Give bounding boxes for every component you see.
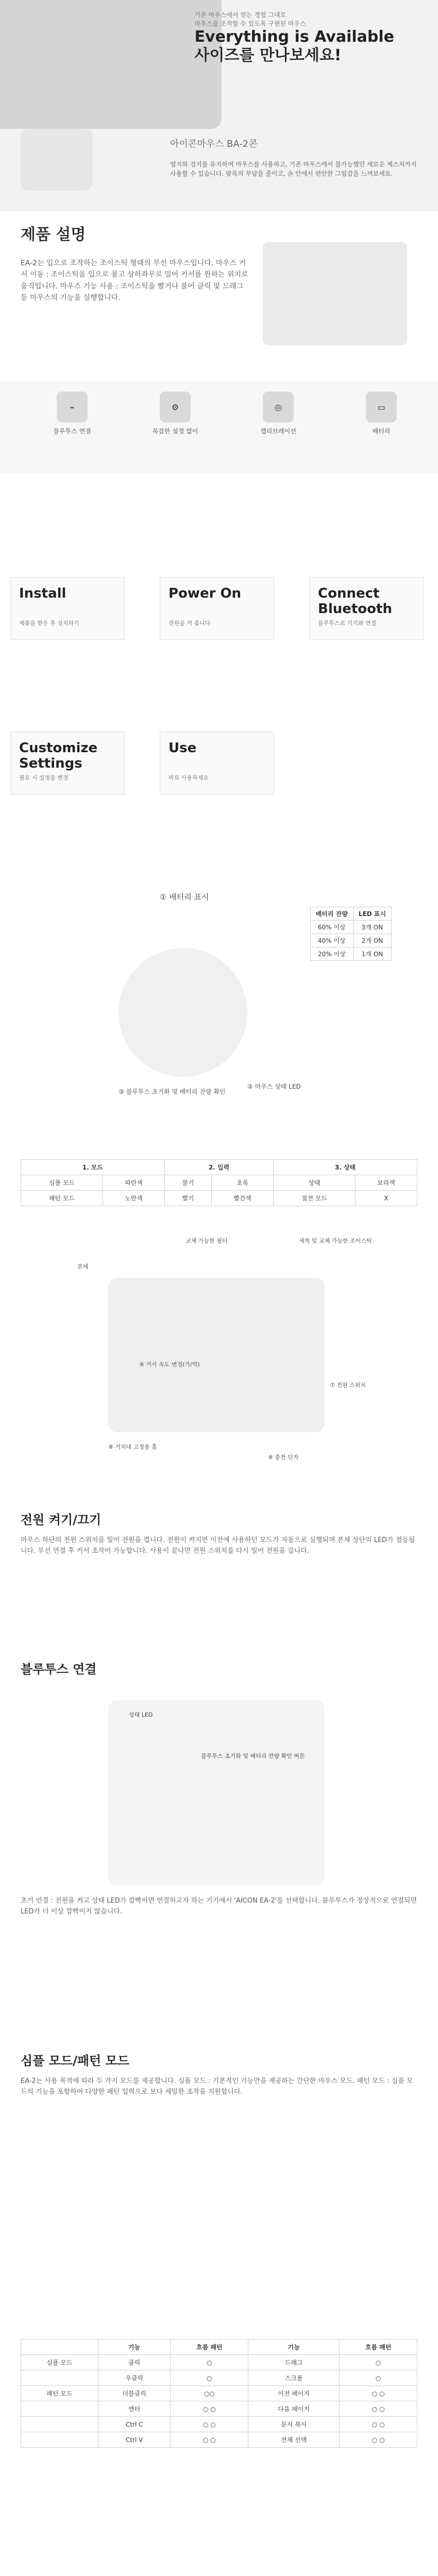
modes-cell: ○ (340, 2370, 417, 2386)
mode-state-table-section (0, 1154, 438, 1231)
modes-cell: ○ ○ (340, 2417, 417, 2432)
mode-state-table (21, 1159, 417, 1206)
modes-cell: 클릭 (98, 2355, 171, 2370)
mode-state-cell: 심플 모드 (21, 1175, 103, 1191)
hero-headline (195, 10, 394, 65)
modes-section (0, 2050, 438, 2566)
setup-card-title: Install (19, 586, 66, 601)
feature-item (15, 392, 129, 453)
setup-card-title: Power On (169, 586, 242, 601)
modes-body: EA-2는 사용 목적에 따라 두 가지 모드를 제공합니다. 심플 모드 : 기본적인 기능만을 제공하는 간단한 마우스 모드. 패턴 모드 : 심플 모드의 기능을 포함하여 다양한 패턴 입력으로 보다 세밀한 조작을 지원합니다. (21, 2077, 413, 2096)
modes-cell: 엔터 (98, 2401, 171, 2417)
modes-cell: ○ ○ (171, 2432, 248, 2448)
battery-legend-2: ② 마우스 상태 LED (247, 1083, 301, 1090)
feature-label: 복잡한 설정 없이 (152, 428, 198, 435)
feature-item (325, 392, 438, 453)
feature-item (119, 392, 232, 453)
wrench-icon: ⚙ (160, 392, 191, 422)
bluetooth-section (0, 1659, 438, 2030)
modes-cell: 우클릭 (98, 2370, 171, 2386)
modes-header: 기능 (98, 2340, 171, 2355)
modes-header (21, 2340, 98, 2355)
mode-state-cell: 보라색 (355, 1175, 417, 1191)
battery-cell: 60% 이상 (310, 921, 353, 934)
setup-card-sub: 전원을 켜 줍니다 (169, 620, 211, 626)
mode-state-header: 1. 모드 (21, 1160, 165, 1175)
battery-icon: ▭ (366, 392, 397, 422)
modes-cell: Ctrl C (98, 2417, 171, 2432)
hero-big-line-1: Everything is Available (194, 28, 394, 46)
feature-item (222, 392, 335, 453)
hero-top-line-2: 마우스를 조작할 수 있도록 구현된 마우스 (194, 20, 306, 27)
setup-card-sub: 바로 사용하세요 (169, 774, 209, 781)
modes-cell: 스크롤 (248, 2370, 340, 2386)
hero-description: 엄지와 검지를 유지하며 마우스를 사용하고, 기존 마우스에서 불가능했던 새로운 제스처까지 사용할 수 있습니다. 팔목의 부담을 줄이고, 손 안에서 편안한 그립감을 느껴보세요. (170, 161, 417, 177)
hero-photo (0, 0, 222, 129)
modes-cell: ○ ○ (340, 2432, 417, 2448)
hero-device-image (21, 129, 93, 191)
feature-label: 캘리브레이션 (260, 428, 296, 435)
modes-cell: ○○ (171, 2386, 248, 2401)
modes-cell: 이전 페이지 (248, 2386, 340, 2401)
setup-card-power (160, 577, 274, 640)
modes-cell (21, 2417, 98, 2432)
setup-card-sub: 블루투스로 기기와 연결 (318, 620, 377, 626)
setup-card-customize (10, 732, 125, 794)
intro-section (0, 211, 438, 366)
power-body: 마우스 하단의 전원 스위치를 밀어 전원을 켭니다. 전원이 켜지면 이전에 사용하던 모드가 자동으로 실행되며 본체 상단의 LED가 점등됩니다. 무선 연결 후 커서 조작이 가능합니다. 사용이 끝나면 전원 스위치를 다시 밀어 전원을 끕니다. (21, 1536, 415, 1555)
parts-tag: ⑦ 전원 스위치 (330, 1382, 366, 1388)
modes-cell: ○ (171, 2355, 248, 2370)
modes-cell: ○ ○ (171, 2401, 248, 2417)
bluetooth-title: 블루투스 연결 (21, 1662, 97, 1676)
setup-card-install (10, 577, 125, 640)
mode-state-cell: 불기 (164, 1175, 211, 1191)
mode-state-cell: 빨간색 (211, 1191, 273, 1206)
bluetooth-label-1: 상태 LED (129, 1711, 153, 1718)
parts-tag: ⑨ 충전 단자 (268, 1454, 299, 1461)
battery-col-level: 배터리 잔량 (310, 907, 353, 921)
modes-cell (21, 2432, 98, 2448)
mode-state-header: 2. 입력 (164, 1160, 273, 1175)
modes-cell: 더블클릭 (98, 2386, 171, 2401)
mode-state-cell: 절전 모드 (274, 1191, 356, 1206)
calibration-icon: ◎ (263, 392, 294, 422)
modes-cell: 전체 선택 (248, 2432, 340, 2448)
modes-cell: ○ ○ (171, 2417, 248, 2432)
parts-diagram (0, 1226, 438, 1494)
mode-state-cell: 상태 (274, 1175, 356, 1191)
modes-cell: ○ ○ (340, 2386, 417, 2401)
setup-steps (0, 577, 438, 835)
modes-cell: 패턴 모드 (21, 2386, 98, 2401)
battery-legend-1: ③ 블루투스 초기화 및 배터리 잔량 확인 (119, 1088, 226, 1095)
modes-cell (21, 2370, 98, 2386)
modes-header: 흐름 패턴 (340, 2340, 417, 2355)
battery-section (0, 886, 438, 1154)
modes-table (21, 2339, 417, 2448)
intro-title: 제품 설명 (21, 226, 86, 244)
feature-label: 블루투스 연결 (53, 428, 91, 435)
hero-product-name: 아이콘마우스 BA-2콘 (170, 139, 258, 149)
intro-body: EA-2는 입으로 조작하는 조이스틱 형태의 무선 마우스입니다. 마우스 커서 이동 : 조이스틱을 입으로 물고 상하좌우로 밀어 커서를 원하는 위치로 움직입니다. 마우스 기능 사용 : 조이스틱을 빨거나 불어 클릭 및 드래그 등 마우스의 기능을 실행합니다. (21, 259, 248, 302)
battery-cell: 40% 이상 (310, 934, 353, 947)
parts-tag: ⑧ 거치대 고정용 홀 (108, 1444, 157, 1450)
intro-figure (263, 242, 407, 345)
setup-card-sub: 필요 시 설정을 변경 (19, 774, 69, 781)
power-title: 전원 켜기/끄기 (21, 1513, 102, 1527)
battery-cell: 2개 ON (353, 934, 391, 947)
modes-header: 흐름 패턴 (171, 2340, 248, 2355)
setup-card-use (160, 732, 274, 794)
setup-card-title: Customize Settings (19, 740, 98, 771)
parts-tag: 세척 및 교체 가능한 조이스틱 (299, 1238, 372, 1244)
parts-tag: 교체 가능한 필터 (186, 1238, 228, 1244)
battery-table (310, 907, 392, 961)
mode-state-cell: 패턴 모드 (21, 1191, 103, 1206)
mode-state-header: 3. 상태 (274, 1160, 417, 1175)
modes-cell (21, 2401, 98, 2417)
bluetooth-label-2: 블루투스 초기화 및 배터리 잔량 확인 버튼 (201, 1753, 305, 1759)
modes-cell: 문자 복사 (248, 2417, 340, 2432)
modes-cell: ○ ○ (340, 2401, 417, 2417)
power-section (0, 1504, 438, 1649)
mode-state-cell: 파란색 (103, 1175, 164, 1191)
mode-state-cell: 빨기 (164, 1191, 211, 1206)
modes-cell: 드래그 (248, 2355, 340, 2370)
setup-card-title: Connect Bluetooth (318, 586, 392, 617)
feature-strip (0, 381, 438, 474)
modes-cell: 다음 페이지 (248, 2401, 340, 2417)
battery-cell: 3개 ON (353, 921, 391, 934)
hero-big-line-2: 사이즈를 만나보세요! (194, 46, 342, 64)
modes-title: 심플 모드/패턴 모드 (21, 2054, 129, 2068)
modes-cell: ○ (340, 2355, 417, 2370)
battery-device-image (119, 948, 247, 1077)
modes-cell: 심플 모드 (21, 2355, 98, 2370)
parts-device-image (108, 1278, 325, 1432)
battery-cell: 20% 이상 (310, 947, 353, 961)
mode-state-cell: X (355, 1191, 417, 1206)
battery-col-led: LED 표시 (353, 907, 391, 921)
bluetooth-note: 초기 연결 : 전원을 켜고 상태 LED가 깜빡이면 연결하고자 하는 기기에서 'AICON EA-2'를 선택합니다. 블루투스가 정상적으로 연결되면 LED가 더 이상 깜빡이지 않습니다. (21, 1897, 417, 1916)
mode-state-cell: 초록 (211, 1175, 273, 1191)
feature-label: 배터리 (372, 428, 391, 435)
parts-tag: 본체 (77, 1263, 89, 1270)
modes-header: 기능 (248, 2340, 340, 2355)
setup-card-title: Use (169, 740, 197, 756)
mode-state-cell: 노란색 (103, 1191, 164, 1206)
hero-top-line-1: 기존 마우스에서 얻는 경험 그대로 (194, 11, 287, 19)
bluetooth-figure (108, 1700, 325, 1886)
modes-cell: Ctrl V (98, 2432, 171, 2448)
battery-title: ① 배터리 표시 (160, 892, 209, 902)
setup-card-sub: 제품을 받은 후 설치하기 (19, 620, 79, 626)
setup-card-bluetooth (309, 577, 424, 640)
battery-cell: 1개 ON (353, 947, 391, 961)
bluetooth-icon: ⌁ (57, 392, 88, 422)
modes-cell: ○ (171, 2370, 248, 2386)
parts-tag: ④ 커서 속도 변경(가/역) (139, 1361, 200, 1368)
hero-section (0, 0, 438, 211)
